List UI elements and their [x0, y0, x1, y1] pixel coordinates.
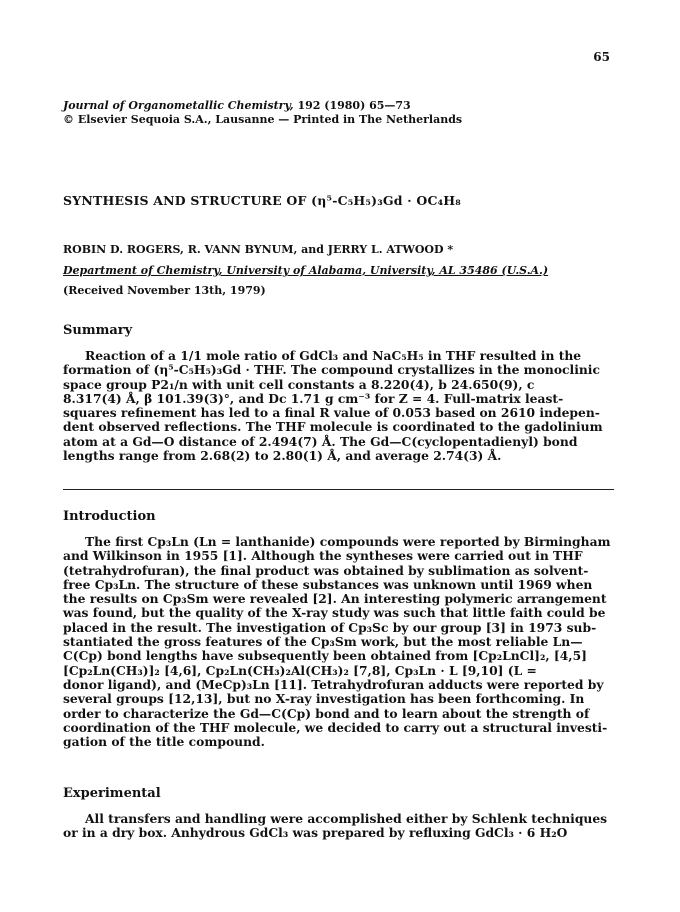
summary-heading: Summary [63, 323, 133, 338]
introduction-paragraph [63, 535, 614, 749]
introduction-line: placed in the result. The investigation of Cp₃Sc by our group [3] in 1973 sub- [63, 619, 597, 635]
introduction-line: The first Cp₃Ln (Ln = lanthanide) compounds were reported by Birmingham [85, 534, 611, 549]
introduction-line: stantiated the gross features of the Cp₃Sm work, but the most reliable Ln— [63, 634, 583, 650]
summary-line: 8.317(4) Å, β 101.39(3)°, and Dc 1.71 g cm⁻³ for Z = 4. Full-matrix least- [63, 390, 564, 406]
introduction-line: and Wilkinson in 1955 [1]. Although the syntheses were carried out in THF [63, 548, 583, 564]
introduction-line: the results on Cp₃Sm were revealed [2]. An interesting polymeric arrangement [63, 591, 607, 607]
summary-line: space group P2₁/n with unit cell constants a 8.220(4), b 24.650(9), c [63, 376, 535, 392]
summary-line: dent observed reflections. The THF molecule is coordinated to the gadolinium [63, 419, 603, 435]
summary-line: atom at a Gd—O distance of 2.494(7) Å. The Gd—C(cyclopentadienyl) bond [63, 433, 578, 449]
introduction-line: coordination of the THF molecule, we decided to carry out a structural investi- [63, 719, 608, 735]
introduction-line: [Cp₂Ln(CH₃)]₂ [4,6], Cp₂Ln(CH₃)₂Al(CH₃)₂ [7,8], Cp₃Ln · L [9,10] (L = [63, 662, 537, 678]
article-title: SYNTHESIS AND STRUCTURE OF (η⁵-C₅H₅)₃Gd · OC₄H₈ [63, 193, 461, 208]
journal-citation-line [63, 99, 462, 113]
experimental-heading: Experimental [63, 786, 161, 801]
introduction-line: several groups [12,13], but no X-ray investigation has been forthcoming. In [63, 691, 585, 707]
author-affiliation: Department of Chemistry, University of Alabama, University, AL 35486 (U.S.A.) [63, 264, 549, 277]
summary-paragraph [63, 349, 614, 463]
journal-name: Journal of Organometallic Chemistry, [63, 99, 294, 112]
introduction-line: was found, but the quality of the X-ray study was such that little faith could be [63, 605, 606, 621]
introduction-line: C(Cp) bond lengths have subsequently been obtained from [Cp₂LnCl]₂, [4,5] [63, 648, 587, 664]
article-authors: ROBIN D. ROGERS, R. VANN BYNUM, and JERRY L. ATWOOD * [63, 243, 454, 256]
summary-line: squares refinement has led to a final R value of 0.053 based on 2610 indepen- [63, 405, 600, 421]
introduction-heading: Introduction [63, 509, 156, 524]
summary-line: lengths range from 2.68(2) to 2.80(1) Å, and average 2.74(3) Å. [63, 448, 502, 464]
journal-citation: 192 (1980) 65—73 [293, 99, 411, 112]
journal-publisher: © Elsevier Sequoia S.A., Lausanne — Printed in The Netherlands [63, 113, 463, 126]
introduction-line: (tetrahydrofuran), the final product was obtained by sublimation as solvent- [63, 562, 589, 578]
journal-header [63, 99, 462, 127]
section-divider [63, 489, 614, 490]
experimental-line: or in a dry box. Anhydrous GdCl₃ was prepared by refluxing GdCl₃ · 6 H₂O [63, 825, 568, 841]
received-date: (Received November 13th, 1979) [63, 284, 266, 297]
introduction-line: free Cp₃Ln. The structure of these substances was unknown until 1969 when [63, 576, 593, 592]
introduction-line: order to characterize the Gd—C(Cp) bond and to learn about the strength of [63, 705, 590, 721]
introduction-line: donor ligand), and (MeCp)₃Ln [11]. Tetrahydrofuran adducts were reported by [63, 676, 604, 692]
summary-line: Reaction of a 1/1 mole ratio of GdCl₃ and NaC₅H₅ in THF resulted in the [85, 348, 582, 363]
summary-line: formation of (η⁵-C₅H₅)₃Gd · THF. The compound crystallizes in the monoclinic [63, 362, 600, 378]
experimental-paragraph [63, 812, 614, 841]
introduction-line: gation of the title compound. [63, 734, 265, 750]
experimental-line: All transfers and handling were accomplished either by Schlenk techniques [85, 811, 608, 826]
page-number: 65 [593, 50, 610, 64]
